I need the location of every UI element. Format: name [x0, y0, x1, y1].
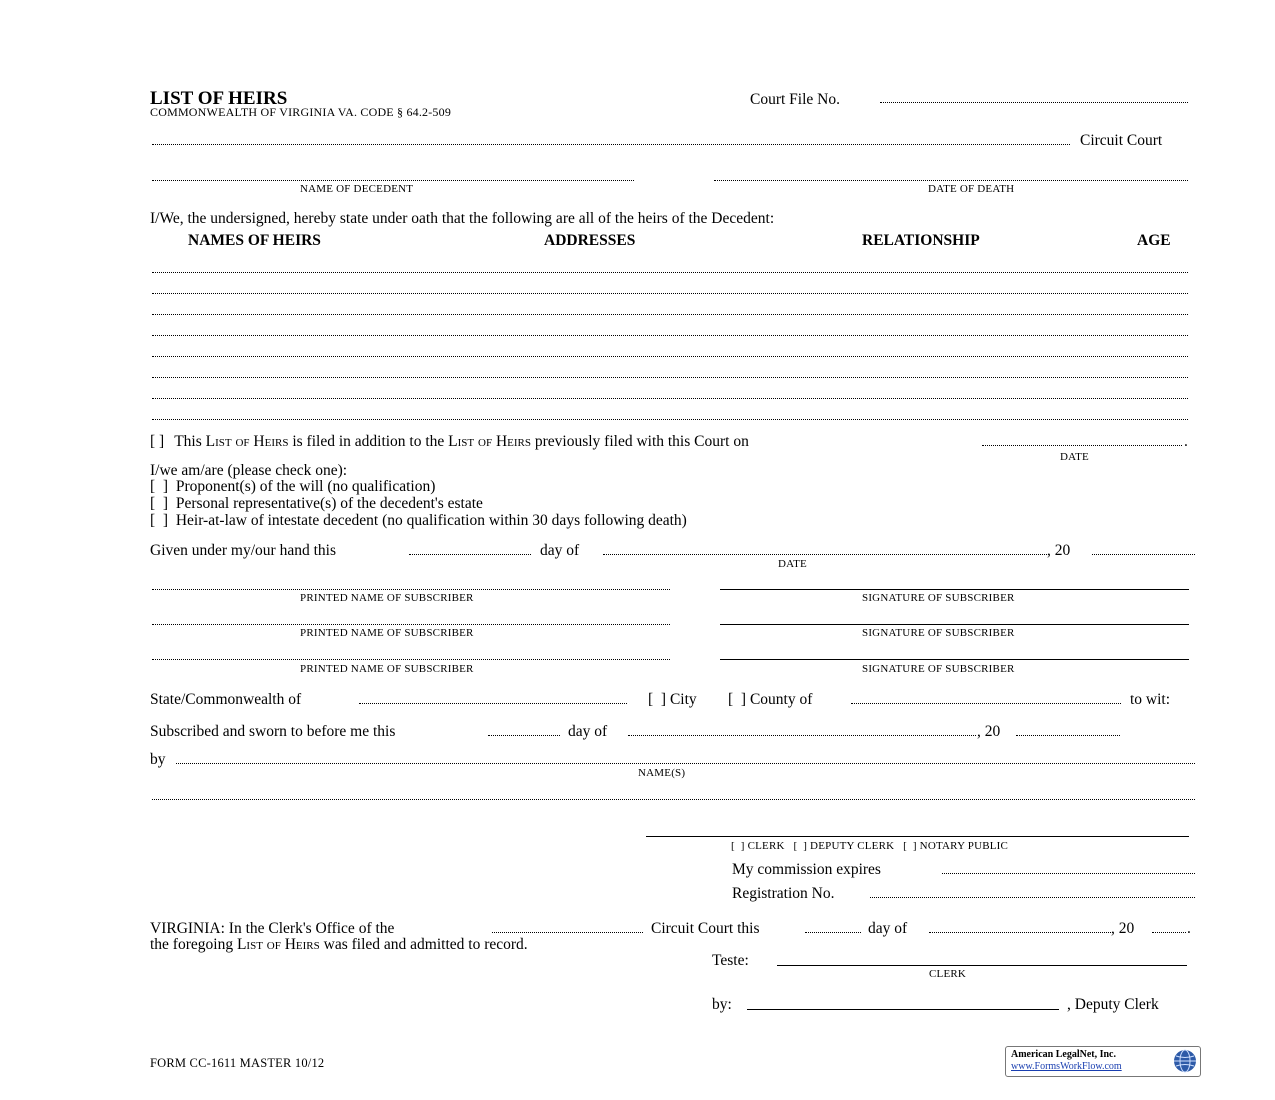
circuit-court-field[interactable] — [152, 144, 1070, 145]
decedent-name-label: NAME OF DECEDENT — [300, 183, 414, 195]
form-subtitle: COMMONWEALTH OF VIRGINIA VA. CODE § 64.2-509 — [150, 105, 452, 119]
circuit-court-label: Circuit Court — [1080, 132, 1163, 149]
teste-clerk-field[interactable] — [777, 965, 1187, 966]
previous-filing-date-field[interactable] — [982, 445, 1182, 446]
county-checkbox[interactable]: [ ] County of — [728, 691, 813, 708]
heir-line[interactable] — [152, 356, 1188, 357]
date-of-death-label: DATE OF DEATH — [928, 183, 1015, 195]
capacity-option-representative[interactable]: [ ] Personal representative(s) of the decedent's estate — [150, 495, 483, 512]
record-month-field[interactable] — [929, 932, 1111, 933]
names-label: NAME(S) — [638, 767, 686, 779]
deputy-by-label: by: — [712, 996, 732, 1013]
signature-field[interactable] — [720, 589, 1189, 590]
col-age: AGE — [1137, 232, 1171, 249]
given-month-field[interactable] — [603, 554, 1047, 555]
officer-roles[interactable]: [ ] CLERK [ ] DEPUTY CLERK [ ] NOTARY PUBLIC — [731, 840, 1009, 852]
sworn-year-field[interactable] — [1016, 735, 1120, 736]
names-field[interactable] — [176, 763, 1195, 764]
teste-clerk-label: CLERK — [929, 968, 967, 980]
state-label: State/Commonwealth of — [150, 691, 302, 708]
printed-name-label: PRINTED NAME OF SUBSCRIBER — [300, 663, 474, 675]
given-day-field[interactable] — [409, 554, 531, 555]
printed-name-field[interactable] — [152, 659, 670, 660]
teste-label: Teste: — [712, 952, 749, 969]
record-day-of: day of — [868, 920, 908, 937]
names-continued-field[interactable] — [152, 799, 1195, 800]
deputy-clerk-field[interactable] — [747, 1009, 1059, 1010]
printed-name-field[interactable] — [152, 589, 670, 590]
given-date-label: DATE — [778, 558, 807, 570]
form-title: LIST OF HEIRS — [150, 88, 288, 109]
signature-label: SIGNATURE OF SUBSCRIBER — [862, 663, 1015, 675]
heir-line[interactable] — [152, 314, 1188, 315]
decedent-name-field[interactable] — [152, 180, 634, 181]
col-relationship: RELATIONSHIP — [862, 232, 980, 249]
sworn-comma-20: , 20 — [977, 723, 1001, 740]
publisher-logo[interactable] — [1005, 1046, 1201, 1077]
logo-name: American LegalNet, Inc. — [1011, 1049, 1116, 1060]
col-names: NAMES OF HEIRS — [188, 232, 321, 249]
given-comma-20: , 20 — [1047, 542, 1071, 559]
clerk-office-field[interactable] — [492, 932, 643, 933]
date-of-death-field[interactable] — [714, 180, 1188, 181]
officer-signature-field[interactable] — [646, 836, 1189, 837]
heir-line[interactable] — [152, 335, 1188, 336]
addition-checkbox[interactable]: [ ] — [150, 433, 165, 450]
addition-date-label: DATE — [1060, 451, 1089, 463]
record-period: . — [1187, 920, 1191, 937]
heir-line[interactable] — [152, 419, 1188, 420]
by-label: by — [150, 751, 166, 768]
signature-label: SIGNATURE OF SUBSCRIBER — [862, 592, 1015, 604]
record-circuit-label: Circuit Court this — [651, 920, 760, 937]
registration-label: Registration No. — [732, 885, 835, 902]
given-year-field[interactable] — [1092, 554, 1195, 555]
state-field[interactable] — [359, 703, 627, 704]
capacity-option-heir[interactable]: [ ] Heir-at-law of intestate decedent (no qualification within 30 days following death) — [150, 512, 687, 529]
sworn-label: Subscribed and sworn to before me this — [150, 723, 396, 740]
heir-line[interactable] — [152, 272, 1188, 273]
logo-url[interactable]: www.FormsWorkFlow.com — [1011, 1061, 1122, 1072]
record-day-field[interactable] — [805, 932, 861, 933]
signature-field[interactable] — [720, 659, 1189, 660]
court-file-field[interactable] — [880, 102, 1188, 103]
capacity-prompt: I/we am/are (please check one): — [150, 462, 348, 479]
addition-statement: [ ] This List of Heirs is filed in addition to the List of Heirs previously filed with this Court on — [150, 433, 749, 450]
county-field[interactable] — [851, 703, 1121, 704]
heir-line[interactable] — [152, 398, 1188, 399]
sworn-day-of: day of — [568, 723, 608, 740]
capacity-option-proponent[interactable]: [ ] Proponent(s) of the will (no qualification) — [150, 478, 436, 495]
sworn-day-field[interactable] — [488, 735, 560, 736]
to-wit: to wit: — [1130, 691, 1171, 708]
commission-field[interactable] — [942, 873, 1195, 874]
deputy-clerk-label: , Deputy Clerk — [1067, 996, 1159, 1013]
globe-icon — [1173, 1049, 1197, 1073]
given-day-of: day of — [540, 542, 580, 559]
city-checkbox[interactable]: [ ] City — [648, 691, 697, 708]
record-year-field[interactable] — [1152, 932, 1186, 933]
foregoing-statement: the foregoing List of Heirs was filed and admitted to record. — [150, 936, 528, 953]
signature-label: SIGNATURE OF SUBSCRIBER — [862, 627, 1015, 639]
printed-name-label: PRINTED NAME OF SUBSCRIBER — [300, 627, 474, 639]
sworn-month-field[interactable] — [628, 735, 976, 736]
heir-line[interactable] — [152, 293, 1188, 294]
addition-period: . — [1184, 433, 1188, 450]
court-file-label: Court File No. — [750, 91, 840, 108]
heir-line[interactable] — [152, 377, 1188, 378]
signature-field[interactable] — [720, 624, 1189, 625]
form-id: FORM CC-1611 MASTER 10/12 — [150, 1056, 325, 1070]
commission-label: My commission expires — [732, 861, 881, 878]
printed-name-field[interactable] — [152, 624, 670, 625]
given-label: Given under my/our hand this — [150, 542, 336, 559]
virginia-label: VIRGINIA: In the Clerk's Office of the — [150, 920, 395, 937]
oath-statement: I/We, the undersigned, hereby state under oath that the following are all of the heirs of the Decedent: — [150, 210, 775, 227]
col-addresses: ADDRESSES — [544, 232, 636, 249]
printed-name-label: PRINTED NAME OF SUBSCRIBER — [300, 592, 474, 604]
record-comma-20: , 20 — [1111, 920, 1135, 937]
registration-field[interactable] — [870, 897, 1195, 898]
